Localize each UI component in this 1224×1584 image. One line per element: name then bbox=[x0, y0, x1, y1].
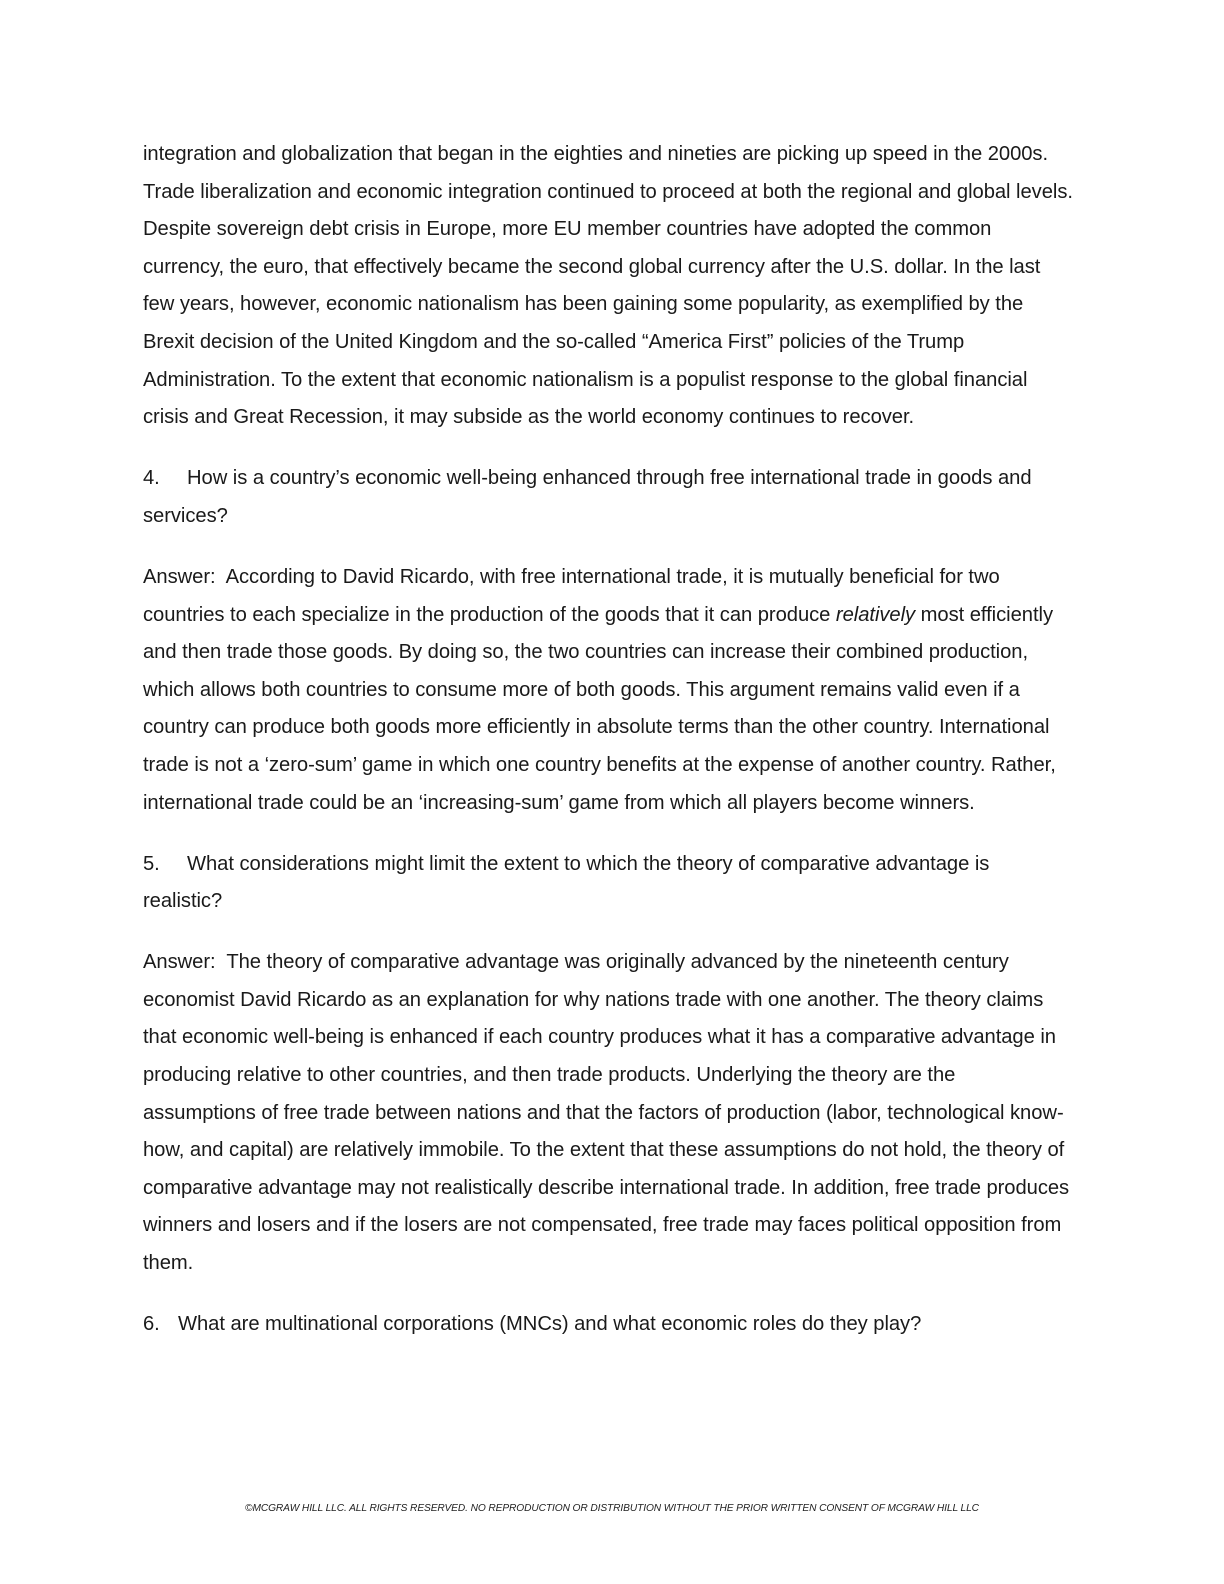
answer-text: The theory of comparative advantage was originally advanced by the nineteenth century economist David Ricardo as an explanation for why nations trade with one another. The theory claims that economic well-being is enhanced if each country produces what it has a comparative advantage in producing relative to other countries, and then trade products. Underlying the theory are the assumptions of free trade between nations and that the factors of production (labor, technological know-how, and capital) are relatively immobile. To the extent that these assumptions do not hold, the theory of comparative advantage may not realistically describe international trade. In addition, free trade produces winners and losers and if the losers are not compensated, free trade may faces political opposition from them. bbox=[143, 951, 1070, 1275]
question-number: 6. bbox=[143, 1313, 160, 1336]
answer-text-part-1: According to David Ricardo, with free international trade, it is mutually beneficial for two countries to each specialize in the production of the goods that it can produce bbox=[143, 565, 1000, 626]
answer-4 bbox=[143, 559, 1073, 822]
answer-5 bbox=[143, 944, 1073, 1282]
answer-label: Answer: bbox=[143, 565, 216, 588]
intro-continuation-paragraph: integration and globalization that began in the eighties and nineties are picking up speed in the 2000s. Trade liberalization and economic integration continued to proceed at both the regional and global levels. Despite sovereign debt crisis in Europe, more EU member countries have adopted the common currency, the euro, that effectively became the second global currency after the U.S. dollar. In the last few years, however, economic nationalism has been gaining some popularity, as exemplified by the Brexit decision of the United Kingdom and the so-called “America First” policies of the Trump Administration. To the extent that economic nationalism is a populist response to the global financial crisis and Great Recession, it may subside as the world economy continues to recover. bbox=[143, 143, 1073, 429]
answer-emphasis: relatively bbox=[835, 603, 916, 626]
question-text: What are multinational corporations (MNCs) and what economic roles do they play? bbox=[178, 1313, 922, 1336]
question-6 bbox=[143, 1306, 1073, 1344]
question-5 bbox=[143, 846, 1073, 921]
question-number: 5. bbox=[143, 852, 160, 875]
answer-text-part-2: most efficiently and then trade those goods. By doing so, the two countries can increase their combined production, which allows both countries to consume more of both goods. This argument remains valid even if a country can produce both goods more efficiently in absolute terms than the other country. International trade is not a ‘zero-sum’ game in which one country benefits at the expense of another country. Rather, international trade could be an ‘increasing-sum’ game from which all players become winners. bbox=[143, 603, 1056, 814]
answer-label: Answer: bbox=[143, 951, 216, 974]
question-4 bbox=[143, 460, 1073, 535]
page-body bbox=[143, 136, 1073, 1367]
question-number: 4. bbox=[143, 467, 160, 490]
copyright-footer: ©MCGRAW HILL LLC. ALL RIGHTS RESERVED. NO REPRODUCTION OR DISTRIBUTION WITHOUT THE PRIOR WRITTEN CONSENT OF MCGRAW HILL LLC bbox=[245, 1503, 979, 1514]
question-text: What considerations might limit the extent to which the theory of comparative advantage is realistic? bbox=[143, 852, 990, 913]
question-text: How is a country’s economic well-being enhanced through free international trade in goods and services? bbox=[143, 467, 1032, 527]
